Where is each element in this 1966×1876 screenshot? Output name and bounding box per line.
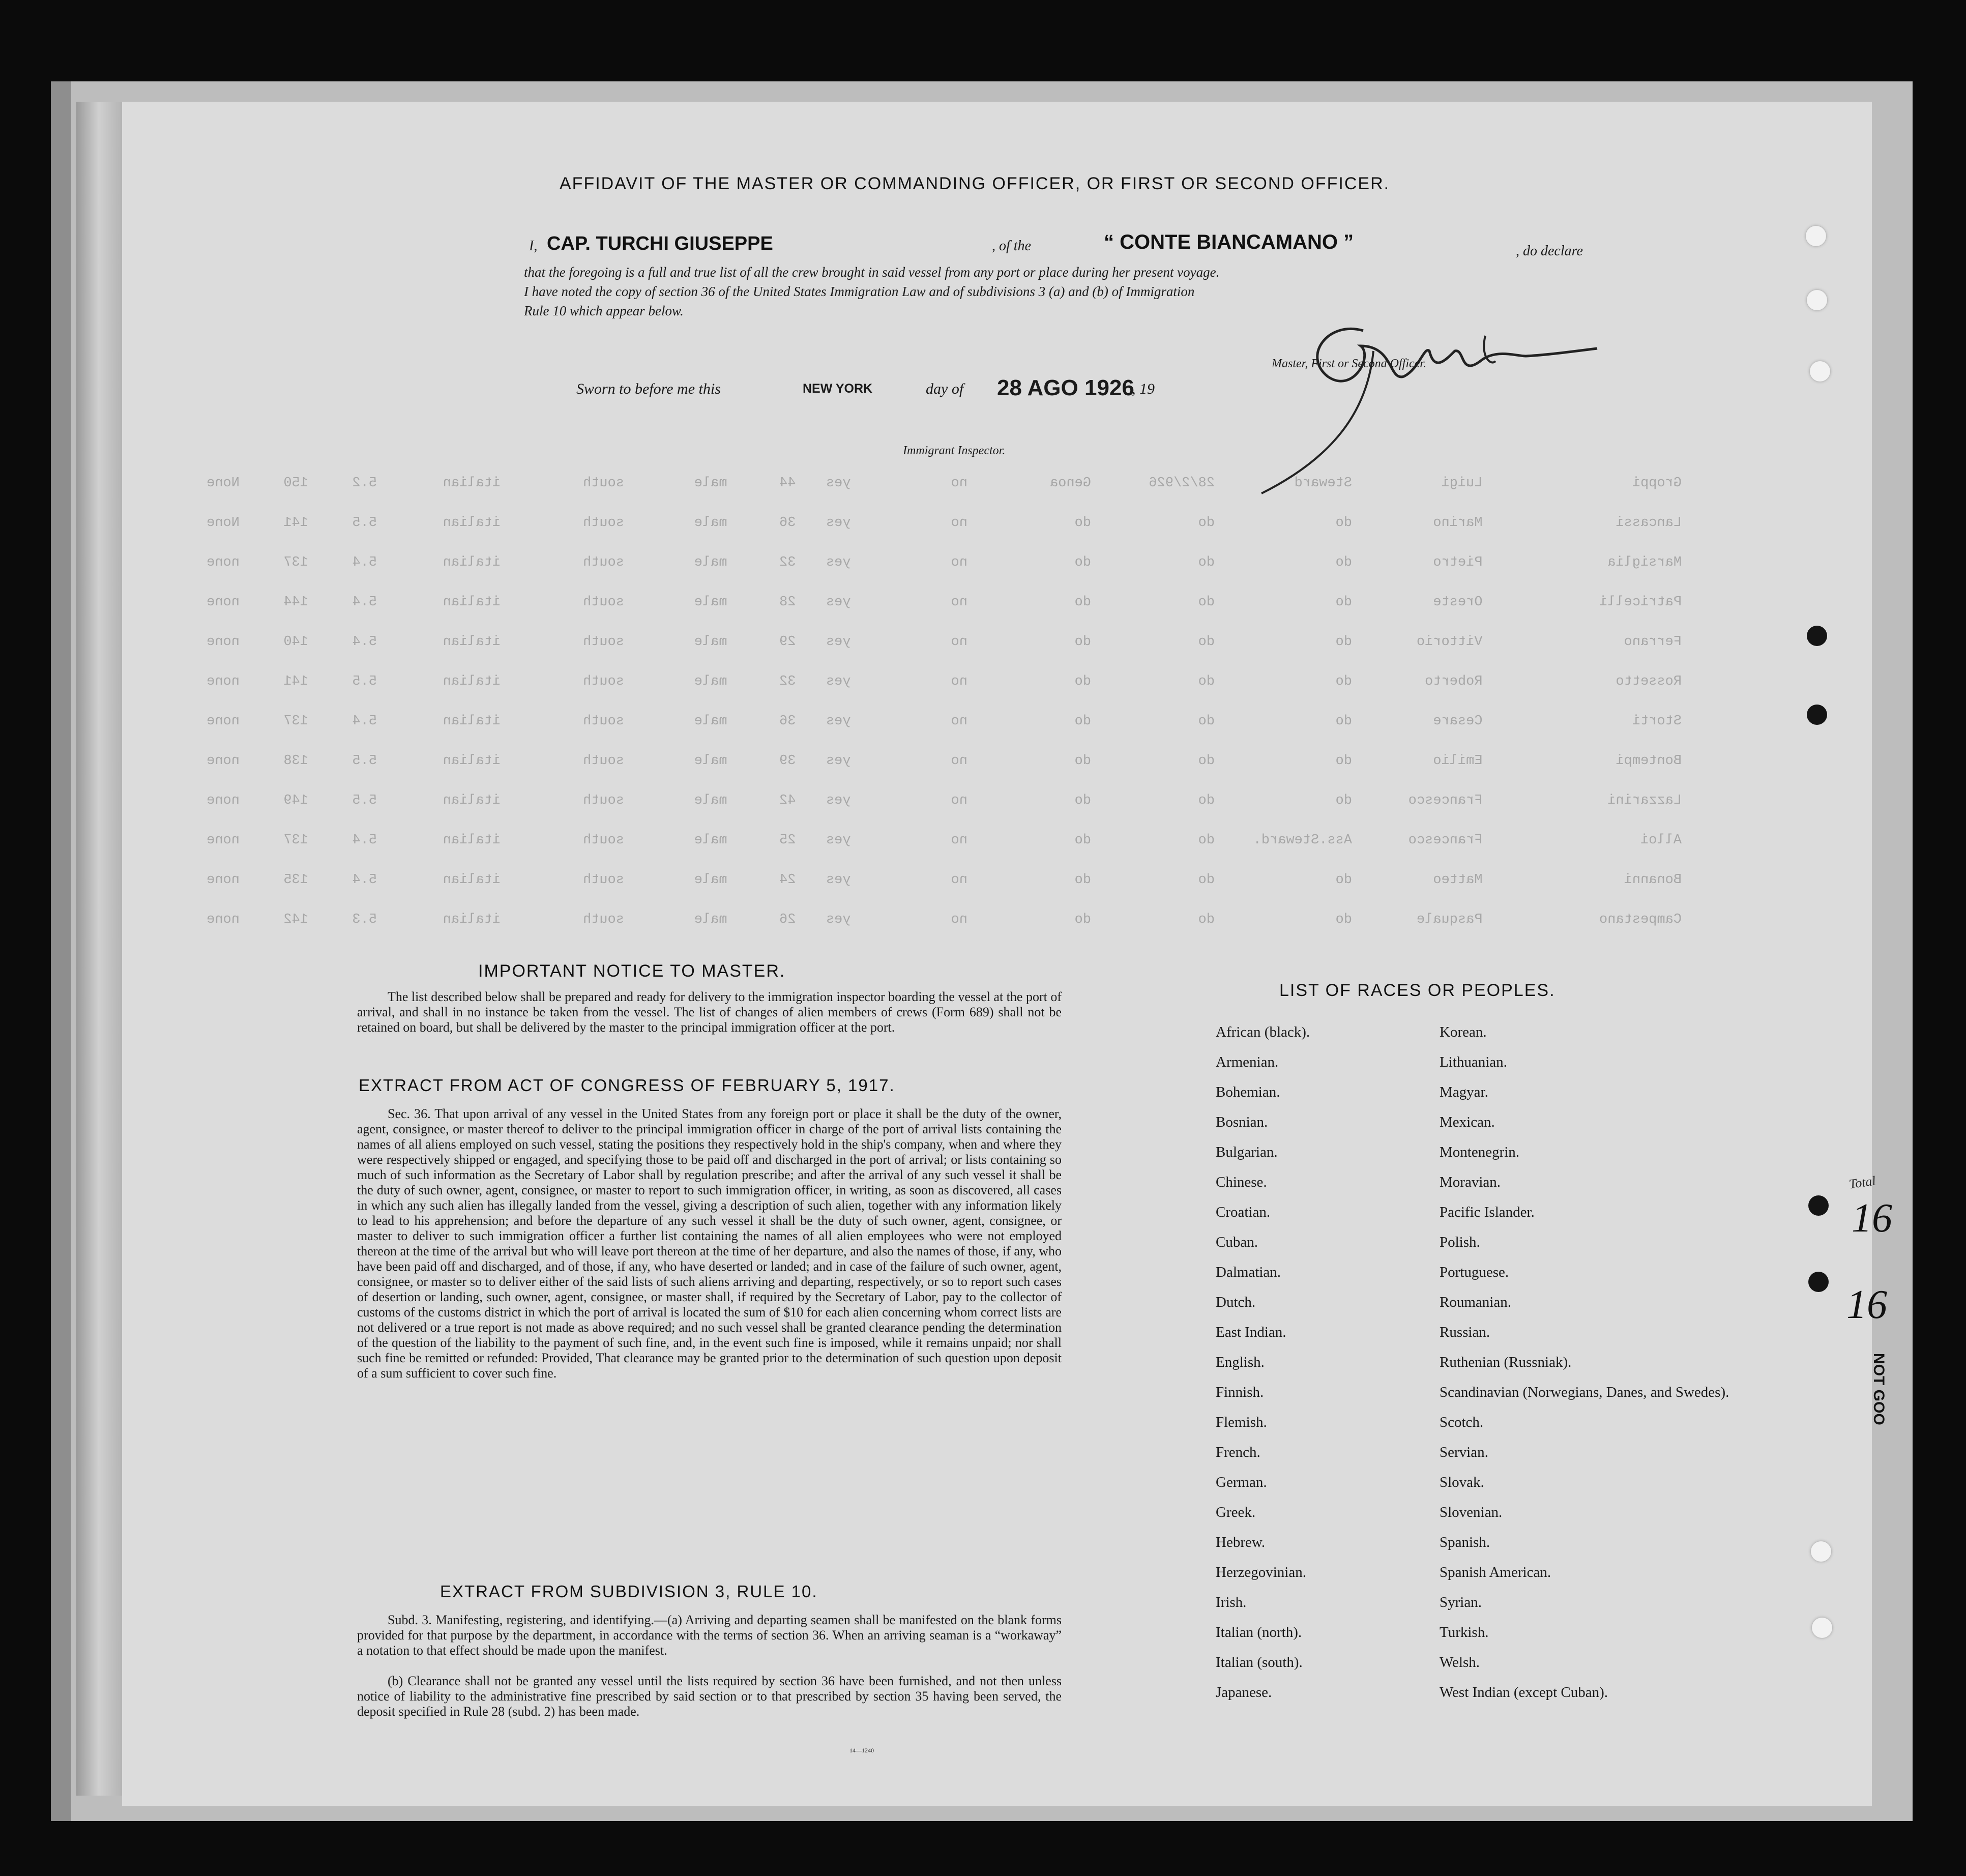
punch-hole <box>1806 226 1826 246</box>
bleed-through-cell: no <box>951 714 967 729</box>
bleed-through-cell: 150 <box>283 476 308 491</box>
bleed-through-cell: None <box>207 476 240 491</box>
race-item: Scotch. <box>1440 1414 1484 1430</box>
race-item: Moravian. <box>1440 1174 1501 1190</box>
races-title: LIST OF RACES OR PEOPLES. <box>1279 981 1556 1000</box>
bleed-through-row <box>207 872 1709 893</box>
bleed-through-cell: Alloi <box>1640 833 1682 848</box>
bleed-through-cell: do <box>1074 634 1091 650</box>
race-item: Slovak. <box>1440 1474 1484 1490</box>
bleed-through-cell: 137 <box>283 833 308 848</box>
race-item: Polish. <box>1440 1234 1480 1250</box>
bleed-through-cell: none <box>207 555 240 570</box>
bleed-through-cell: Roberto <box>1425 674 1483 689</box>
sworn-place: NEW YORK <box>803 382 873 396</box>
race-item: Scandinavian (Norwegians, Danes, and Swedes). <box>1440 1384 1729 1400</box>
bleed-through-cell: 28 <box>779 595 796 610</box>
bleed-through-row <box>207 753 1709 774</box>
act-extract-title: EXTRACT FROM ACT OF CONGRESS OF FEBRUARY 5, 1917. <box>359 1076 895 1095</box>
bleed-through-cell: do <box>1335 595 1352 610</box>
bleed-through-cell: none <box>207 753 240 769</box>
bleed-through-cell: italian <box>443 793 501 808</box>
bleed-through-cell: Storti <box>1632 714 1682 729</box>
bleed-through-cell: do <box>1198 714 1215 729</box>
bleed-through-cell: Ass.Steward. <box>1253 833 1352 848</box>
bleed-through-cell: Campestano <box>1599 912 1682 927</box>
race-item: Greek. <box>1216 1504 1256 1520</box>
races-right-column <box>1440 1017 1729 1708</box>
bleed-through-cell: 5.5 <box>352 753 377 769</box>
bleed-through-cell: italian <box>443 912 501 927</box>
bleed-through-cell: do <box>1335 515 1352 531</box>
bleed-through-cell: do <box>1198 634 1215 650</box>
bleed-through-row <box>207 833 1709 853</box>
bleed-through-cell: 26 <box>779 912 796 927</box>
bleed-through-cell: yes <box>826 515 851 531</box>
bleed-through-cell: Francesco <box>1408 793 1483 808</box>
bleed-through-cell: no <box>951 872 967 888</box>
bleed-through-row <box>207 714 1709 734</box>
bleed-through-cell: none <box>207 634 240 650</box>
bleed-through-cell: no <box>951 555 967 570</box>
bleed-through-cell: no <box>951 753 967 769</box>
bleed-through-cell: None <box>207 515 240 531</box>
bleed-through-cell: no <box>951 634 967 650</box>
punch-hole <box>1807 290 1827 310</box>
bleed-through-cell: do <box>1198 674 1215 689</box>
master-name: CAP. TURCHI GIUSEPPE <box>547 233 773 254</box>
bleed-through-cell: do <box>1335 714 1352 729</box>
bleed-through-cell: do <box>1335 793 1352 808</box>
bleed-through-cell: yes <box>826 555 851 570</box>
bleed-through-cell: south <box>582 912 624 927</box>
bleed-through-cell: 5.4 <box>352 634 377 650</box>
bleed-through-cell: do <box>1335 872 1352 888</box>
bleed-through-cell: Lazzarini <box>1607 793 1682 808</box>
bleed-through-cell: Groppi <box>1632 476 1682 491</box>
affidavit-line-1: that the foregoing is a full and true list of all the crew brought in said vessel from any port or place during her present voyage. <box>524 265 1220 280</box>
race-item: African (black). <box>1216 1024 1310 1040</box>
bleed-through-cell: 137 <box>283 555 308 570</box>
bleed-through-cell: do <box>1198 515 1215 531</box>
bleed-through-cell: south <box>582 714 624 729</box>
bleed-through-cell: 5.4 <box>352 833 377 848</box>
race-item: Dutch. <box>1216 1294 1256 1310</box>
vessel-name: “ CONTE BIANCAMANO ” <box>1104 231 1354 253</box>
bleed-through-cell: italian <box>443 753 501 769</box>
bleed-through-cell: south <box>582 555 624 570</box>
margin-total-value: 16 <box>1852 1196 1892 1241</box>
bleed-through-cell: male <box>694 555 727 570</box>
act-extract-text: Sec. 36. That upon arrival of any vessel in the United States from any foreign port or place it shall be the duty of the owner, agent, consignee, or master thereof to deliver to the principal immigration officer in charge of the port of arrival lists containing the names of all aliens employed on such vessel, stating the positions they respectively hold in the ship's company, when and where they were respectively shipped or engaged, and specifying those to be paid off and discharged in the port of arrival; or lists containing so much of such information as the Secretary of Labor shall by regulation prescribe; and after the arrival of any such vessel it shall be the duty of such owner, agent, consignee, or master to report to such immigration officer, in writing, as soon as discovered, all cases in which any such alien has illegally landed from the vessel, giving a description of such alien, together with any information likely to lead to his apprehension; and before the departure of any such vessel it shall be the duty of such owner, agent, consignee, or master to deliver to such immigration officer a further list containing the names of all alien employees who were not employed thereon at the time of the arrival but who will leave port thereon at the time of her departure, and also the names of those, if any, who have been paid off and discharged, and of those, if any, who have deserted or landed; and in case of the failure of such owner, agent, consignee, or master so to deliver either of the said lists of such aliens arriving and departing, respectively, or so to report such cases of desertion or landing, such owner, agent, consignee, or master shall, if required by the Secretary of Labor, pay to the collector of customs of the customs district in which the port of arrival is located the sum of $10 for each alien concerning whom correct lists are not delivered or a true report is not made as above required; and no such vessel shall be granted clearance pending the determination of the question of the liability to the payment of such fine, and, in the event such fine is imposed, while it remains unpaid; nor shall such fine be remitted or refunded: Provided, That clearance may be granted prior to the determination of such question upon deposit of a sum sufficient to cover such fine. <box>357 1106 1062 1381</box>
margin-second-value: 16 <box>1846 1282 1887 1327</box>
bleed-through-cell: do <box>1198 793 1215 808</box>
bleed-through-cell: 135 <box>283 872 308 888</box>
bleed-through-cell: 138 <box>283 753 308 769</box>
bleed-through-cell: italian <box>443 476 501 491</box>
race-item: Bulgarian. <box>1216 1144 1278 1160</box>
document-page <box>122 102 1892 1806</box>
bleed-through-cell: Bonanni <box>1624 872 1682 888</box>
bleed-through-cell: male <box>694 793 727 808</box>
punch-hole <box>1807 626 1827 646</box>
bleed-through-cell: 36 <box>779 714 796 729</box>
race-item: Mexican. <box>1440 1114 1495 1130</box>
rule-extract-text-b: (b) Clearance shall not be granted any vessel until the lists required by section 36 have been furnished, and not then unless notice of liability to the administrative fine prescribed by said section or to that prescribed by section 35 having been served, the deposit specified in Rule 28 (subd. 2) has been made. <box>357 1674 1062 1719</box>
race-item: Turkish. <box>1440 1624 1489 1640</box>
bleed-through-cell: Pietro <box>1433 555 1483 570</box>
race-item: Portuguese. <box>1440 1264 1509 1280</box>
race-item: Chinese. <box>1216 1174 1267 1190</box>
race-item: Dalmatian. <box>1216 1264 1281 1280</box>
bleed-through-cell: do <box>1074 753 1091 769</box>
race-item: Cuban. <box>1216 1234 1258 1250</box>
bleed-through-cell: 42 <box>779 793 796 808</box>
bleed-through-cell: Bontempi <box>1616 753 1682 769</box>
bleed-through-row <box>207 912 1709 932</box>
bleed-through-cell: do <box>1198 833 1215 848</box>
bleed-through-cell: italian <box>443 872 501 888</box>
bleed-through-cell: 144 <box>283 595 308 610</box>
bleed-through-cell: yes <box>826 674 851 689</box>
bleed-through-cell: south <box>582 595 624 610</box>
bleed-through-cell: Ferrano <box>1624 634 1682 650</box>
bleed-through-cell: Luigi <box>1441 476 1483 491</box>
bleed-through-cell: Genoa <box>1049 476 1091 491</box>
bleed-through-cell: yes <box>826 714 851 729</box>
bleed-through-cell: none <box>207 912 240 927</box>
bleed-through-cell: do <box>1335 912 1352 927</box>
day-of-label: day of <box>926 380 964 397</box>
bleed-through-cell: do <box>1074 833 1091 848</box>
bleed-through-cell: do <box>1198 872 1215 888</box>
bleed-through-cell: none <box>207 714 240 729</box>
margin-total-label: Total <box>1848 1173 1877 1192</box>
race-item: Flemish. <box>1216 1414 1267 1430</box>
race-item: Bohemian. <box>1216 1084 1280 1100</box>
bleed-through-cell: do <box>1074 674 1091 689</box>
race-item: German. <box>1216 1474 1267 1490</box>
margin-stamp: NOT GOO <box>1870 1353 1887 1425</box>
bleed-through-cell: 149 <box>283 793 308 808</box>
bleed-through-cell: south <box>582 833 624 848</box>
bleed-through-cell: 137 <box>283 714 308 729</box>
bleed-through-cell: male <box>694 515 727 531</box>
form-number: 14—1240 <box>849 1747 874 1754</box>
sworn-date-stamp: 28 AGO 1926 <box>997 375 1134 400</box>
bleed-through-cell: 5.4 <box>352 714 377 729</box>
race-item: Herzegovinian. <box>1216 1564 1306 1580</box>
bleed-through-cell: do <box>1074 714 1091 729</box>
rule-extract-title: EXTRACT FROM SUBDIVISION 3, RULE 10. <box>440 1582 818 1601</box>
bleed-through-cell: no <box>951 793 967 808</box>
bleed-through-cell: no <box>951 515 967 531</box>
bleed-through-cell: do <box>1074 912 1091 927</box>
bleed-through-cell: italian <box>443 595 501 610</box>
bleed-through-cell: 36 <box>779 515 796 531</box>
race-item: Pacific Islander. <box>1440 1204 1535 1220</box>
bleed-through-cell: do <box>1335 674 1352 689</box>
bleed-through-cell: Lancassi <box>1616 515 1682 531</box>
bleed-through-cell: male <box>694 753 727 769</box>
punch-hole <box>1808 1195 1829 1216</box>
bleed-through-row <box>207 793 1709 813</box>
bleed-through-cell: 5.3 <box>352 912 377 927</box>
bleed-through-cell: south <box>582 476 624 491</box>
bleed-through-row <box>207 595 1709 615</box>
bleed-through-cell: 32 <box>779 555 796 570</box>
affidavit-line-2: I have noted the copy of section 36 of the United States Immigration Law and of subdivisions 3 (a) and (b) of Immigration <box>524 284 1195 299</box>
bleed-through-cell: 25 <box>779 833 796 848</box>
bleed-through-cell: male <box>694 476 727 491</box>
bleed-through-cell: 5.5 <box>352 793 377 808</box>
bleed-through-cell: 5.4 <box>352 872 377 888</box>
race-item: Syrian. <box>1440 1594 1482 1610</box>
bleed-through-cell: yes <box>826 753 851 769</box>
bleed-through-cell: south <box>582 793 624 808</box>
bleed-through-cell: no <box>951 674 967 689</box>
bleed-through-cell: Marino <box>1433 515 1483 531</box>
affidavit-of-the: , of the <box>992 238 1031 254</box>
bleed-through-cell: 141 <box>283 674 308 689</box>
bleed-through-cell: 32 <box>779 674 796 689</box>
bleed-through-cell: 5.4 <box>352 555 377 570</box>
rule-extract-text-a: Subd. 3. Manifesting, registering, and identifying.—(a) Arriving and departing seamen shall be manifested on the blank forms provided for that purpose by the department, in accordance with the terms of section 36. When an arriving seaman is a “workaway” a notation to that effect should be made upon the manifest. <box>357 1613 1062 1658</box>
sworn-label: Sworn to before me this <box>576 380 721 397</box>
bleed-through-cell: yes <box>826 595 851 610</box>
race-item: French. <box>1216 1444 1260 1460</box>
bleed-through-cell: italian <box>443 634 501 650</box>
bleed-through-cell: yes <box>826 476 851 491</box>
race-item: Roumanian. <box>1440 1294 1511 1310</box>
bleed-through-cell: italian <box>443 674 501 689</box>
bleed-through-cell: south <box>582 634 624 650</box>
races-left-column <box>1216 1017 1310 1708</box>
bleed-through-cell: male <box>694 833 727 848</box>
bleed-through-cell: Francesco <box>1408 833 1483 848</box>
bleed-through-cell: italian <box>443 515 501 531</box>
bleed-through-cell: italian <box>443 833 501 848</box>
bleed-through-cell: 142 <box>283 912 308 927</box>
race-item: Armenian. <box>1216 1054 1279 1070</box>
race-item: Italian (south). <box>1216 1654 1303 1670</box>
bleed-through-cell: 28/2/926 <box>1149 476 1215 491</box>
bleed-through-cell: male <box>694 714 727 729</box>
race-item: Bosnian. <box>1216 1114 1268 1130</box>
bleed-through-cell: no <box>951 595 967 610</box>
inspector-caption: Immigrant Inspector. <box>903 444 1006 457</box>
bleed-through-cell: do <box>1198 753 1215 769</box>
bleed-through-cell: no <box>951 833 967 848</box>
race-item: Korean. <box>1440 1024 1487 1040</box>
race-item: Japanese. <box>1216 1684 1272 1701</box>
bleed-through-cell: Patricelli <box>1599 595 1682 610</box>
bleed-through-cell: yes <box>826 872 851 888</box>
bleed-through-cell: male <box>694 634 727 650</box>
bleed-through-cell: do <box>1335 555 1352 570</box>
bleed-through-cell: Rossetto <box>1616 674 1682 689</box>
punch-hole <box>1808 1272 1829 1292</box>
affidavit-do-declare: , do declare <box>1516 243 1583 259</box>
notice-title: IMPORTANT NOTICE TO MASTER. <box>478 961 786 981</box>
race-item: Irish. <box>1216 1594 1247 1610</box>
bleed-through-cell: do <box>1198 595 1215 610</box>
bleed-through-cell: none <box>207 595 240 610</box>
bleed-through-cell: do <box>1074 595 1091 610</box>
race-item: Italian (north). <box>1216 1624 1302 1640</box>
race-item: Slovenian. <box>1440 1504 1503 1520</box>
bleed-through-cell: Emilio <box>1433 753 1483 769</box>
race-item: Croatian. <box>1216 1204 1271 1220</box>
bleed-through-row <box>207 515 1709 536</box>
bleed-through-cell: do <box>1198 555 1215 570</box>
race-item: West Indian (except Cuban). <box>1440 1684 1608 1701</box>
race-item: Welsh. <box>1440 1654 1480 1670</box>
bleed-through-cell: do <box>1074 555 1091 570</box>
bleed-through-cell: yes <box>826 912 851 927</box>
bleed-through-cell: Vittorio <box>1416 634 1483 650</box>
bleed-through-cell: Pasquale <box>1416 912 1483 927</box>
bleed-through-cell: south <box>582 674 624 689</box>
race-item: Ruthenian (Russniak). <box>1440 1354 1572 1370</box>
race-item: Spanish American. <box>1440 1564 1551 1580</box>
bleed-through-cell: 29 <box>779 634 796 650</box>
bleed-through-cell: 140 <box>283 634 308 650</box>
bleed-through-cell: yes <box>826 833 851 848</box>
bleed-through-cell: male <box>694 872 727 888</box>
bleed-through-cell: Steward <box>1294 476 1352 491</box>
bleed-through-cell: do <box>1335 634 1352 650</box>
bleed-through-cell: do <box>1074 515 1091 531</box>
bleed-through-cell: 24 <box>779 872 796 888</box>
bleed-through-cell: Marsiglia <box>1607 555 1682 570</box>
race-item: Montenegrin. <box>1440 1144 1520 1160</box>
bleed-through-row <box>207 674 1709 694</box>
affidavit-i-label: I, <box>529 238 538 254</box>
bleed-through-cell: none <box>207 793 240 808</box>
race-item: Spanish. <box>1440 1534 1490 1550</box>
race-item: Hebrew. <box>1216 1534 1266 1550</box>
bleed-through-cell: male <box>694 912 727 927</box>
punch-hole <box>1811 1541 1831 1562</box>
affidavit-title: AFFIDAVIT OF THE MASTER OR COMMANDING OFFICER, OR FIRST OR SECOND OFFICER. <box>560 174 1390 193</box>
bleed-through-cell: 5.2 <box>352 476 377 491</box>
bleed-through-cell: yes <box>826 634 851 650</box>
bleed-through-cell: 5.5 <box>352 674 377 689</box>
race-item: Russian. <box>1440 1324 1490 1340</box>
bleed-through-cell: south <box>582 872 624 888</box>
master-signature <box>1241 300 1628 514</box>
bleed-through-cell: south <box>582 515 624 531</box>
race-item: Magyar. <box>1440 1084 1488 1100</box>
race-item: Finnish. <box>1216 1384 1264 1400</box>
bleed-through-cell: do <box>1198 912 1215 927</box>
bleed-through-cell: italian <box>443 714 501 729</box>
bleed-through-cell: no <box>951 476 967 491</box>
punch-hole <box>1807 705 1827 725</box>
race-item: Servian. <box>1440 1444 1488 1460</box>
punch-hole <box>1812 1618 1832 1638</box>
bleed-through-row <box>207 555 1709 575</box>
bleed-through-cell: 44 <box>779 476 796 491</box>
bleed-through-cell: italian <box>443 555 501 570</box>
bleed-through-cell: male <box>694 674 727 689</box>
bleed-through-row <box>207 634 1709 655</box>
bleed-through-cell: Oreste <box>1433 595 1483 610</box>
affidavit-line-3: Rule 10 which appear below. <box>524 303 684 318</box>
bleed-through-cell: 141 <box>283 515 308 531</box>
bleed-through-cell: none <box>207 674 240 689</box>
signature-caption: Master, First or Second Officer. <box>1272 357 1426 370</box>
punch-hole <box>1810 361 1830 382</box>
bleed-through-cell: yes <box>826 793 851 808</box>
bleed-through-cell: 39 <box>779 753 796 769</box>
bleed-through-cell: do <box>1074 872 1091 888</box>
bleed-through-cell: no <box>951 912 967 927</box>
year-suffix: , 19 <box>1132 380 1155 397</box>
bleed-through-cell: do <box>1335 753 1352 769</box>
bleed-through-cell: none <box>207 872 240 888</box>
bleed-through-cell: do <box>1074 793 1091 808</box>
bleed-through-cell: Cesare <box>1433 714 1483 729</box>
bleed-through-cell: 5.5 <box>352 515 377 531</box>
bleed-through-cell: south <box>582 753 624 769</box>
bleed-through-cell: male <box>694 595 727 610</box>
bleed-through-cell: Matteo <box>1433 872 1483 888</box>
race-item: English. <box>1216 1354 1265 1370</box>
race-item: Lithuanian. <box>1440 1054 1507 1070</box>
bleed-through-cell: none <box>207 833 240 848</box>
bleed-through-cell: 5.4 <box>352 595 377 610</box>
race-item: East Indian. <box>1216 1324 1286 1340</box>
notice-text: The list described below shall be prepared and ready for delivery to the immigration inspector boarding the vessel at the port of arrival, and shall in no instance be taken from the vessel. The list of changes of alien members of crews (Form 689) shall not be retained on board, but shall be delivered by the master to the principal immigration officer at the port. <box>357 989 1062 1035</box>
